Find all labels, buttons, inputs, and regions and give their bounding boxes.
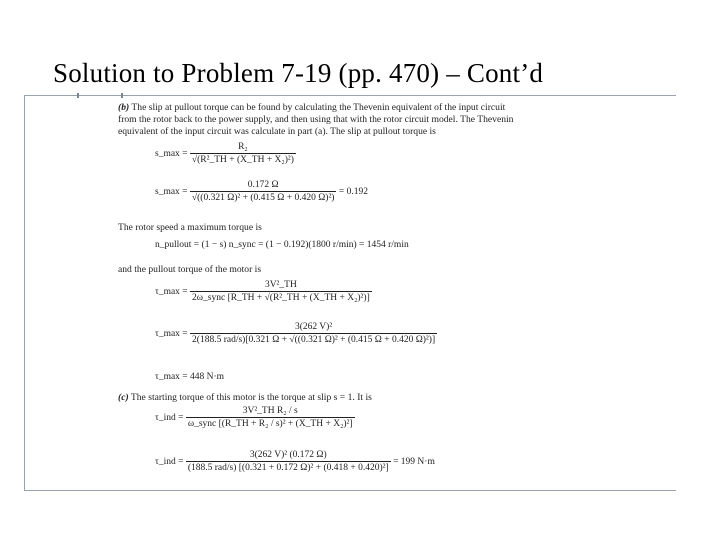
eq4-lhs: τ_max = xyxy=(155,287,188,298)
eq7-lhs: τ_ind = xyxy=(155,413,184,424)
eq5-numerator: 3(262 V)² xyxy=(294,322,333,332)
eq2-numerator: 0.172 Ω xyxy=(247,180,279,190)
left-vertical-rule xyxy=(24,95,25,491)
eq1-lhs: s_max = xyxy=(155,149,188,160)
eq7-denominator: ω_sync [(R_TH + R₂ / s)² + (X_TH + X₂)²] xyxy=(187,418,353,429)
eq4-fraction xyxy=(190,280,372,304)
part-b-label: (b) xyxy=(118,102,130,113)
eq7-numerator: 3V²_TH R₂ / s xyxy=(242,406,298,416)
para4-line xyxy=(118,392,561,403)
eq2-lhs: s_max = xyxy=(155,187,188,198)
equation-tind-value xyxy=(155,450,435,474)
eq8-fraction xyxy=(186,450,391,474)
eq5-denominator: 2(188.5 rad/s)[0.321 Ω + √((0.321 Ω)² + (0.415 Ω + 0.420 Ω)²)] xyxy=(192,334,436,345)
eq8-result: = 199 N·m xyxy=(393,457,435,468)
eq2-result: = 0.192 xyxy=(338,187,368,198)
para1-line1-text: The slip at pullout torque can be found by calculating the Thevenin equivalent of the input circuit xyxy=(131,102,506,113)
eq4-denominator: 2ω_sync [R_TH + √(R²_TH + (X_TH + X₂)²)] xyxy=(192,292,370,303)
para1-line3: equivalent of the input circuit was calculate in part (a). The slip at pullout torque is xyxy=(118,126,436,137)
eq5-lhs: τ_max = xyxy=(155,329,188,340)
para3: and the pullout torque of the motor is xyxy=(118,264,262,275)
eq4-numerator: 3V²_TH xyxy=(264,280,297,290)
rule-tick xyxy=(77,93,79,98)
scanned-solution-image xyxy=(115,100,564,490)
equation-tind-formula xyxy=(155,406,355,430)
slide-title: Solution to Problem 7-19 (pp. 470) – Cont’d xyxy=(53,58,544,88)
equation-smax-formula xyxy=(155,142,296,166)
eq1-fraction xyxy=(190,142,296,166)
eq8-numerator: 3(262 V)² (0.172 Ω) xyxy=(249,450,327,460)
rule-tick xyxy=(121,93,123,98)
equation-pullout-speed: n_pullout = (1 − s) n_sync = (1 − 0.192)(1800 r/min) = 1454 r/min xyxy=(155,240,409,250)
para4-text: The starting torque of this motor is the torque at slip s = 1. It is xyxy=(130,392,372,403)
eq2-denominator: √((0.321 Ω)² + (0.415 Ω + 0.420 Ω)²) xyxy=(191,192,335,203)
equation-tmax-result: τ_max = 448 N·m xyxy=(155,372,225,382)
equation-tmax-formula xyxy=(155,280,372,304)
bottom-horizontal-rule xyxy=(24,490,676,491)
para2: The rotor speed a maximum torque is xyxy=(118,222,262,233)
eq8-lhs: τ_ind = xyxy=(155,457,184,468)
eq2-fraction xyxy=(190,180,337,204)
eq7-fraction xyxy=(186,406,355,430)
part-c-label: (c) xyxy=(118,392,129,403)
para1-line1 xyxy=(118,102,561,113)
eq1-denominator: √(R²_TH + (X_TH + X₂)²) xyxy=(191,154,294,165)
eq1-numerator: R₂ xyxy=(238,142,248,152)
eq8-denominator: (188.5 rad/s) [(0.321 + 0.172 Ω)² + (0.418 + 0.420)²] xyxy=(187,462,389,473)
eq5-fraction xyxy=(190,322,437,346)
equation-smax-value xyxy=(155,180,368,204)
para1-line2: from the rotor back to the power supply, and then using that with the rotor circuit model. The Thevenin xyxy=(118,114,514,125)
equation-tmax-value xyxy=(155,322,437,346)
